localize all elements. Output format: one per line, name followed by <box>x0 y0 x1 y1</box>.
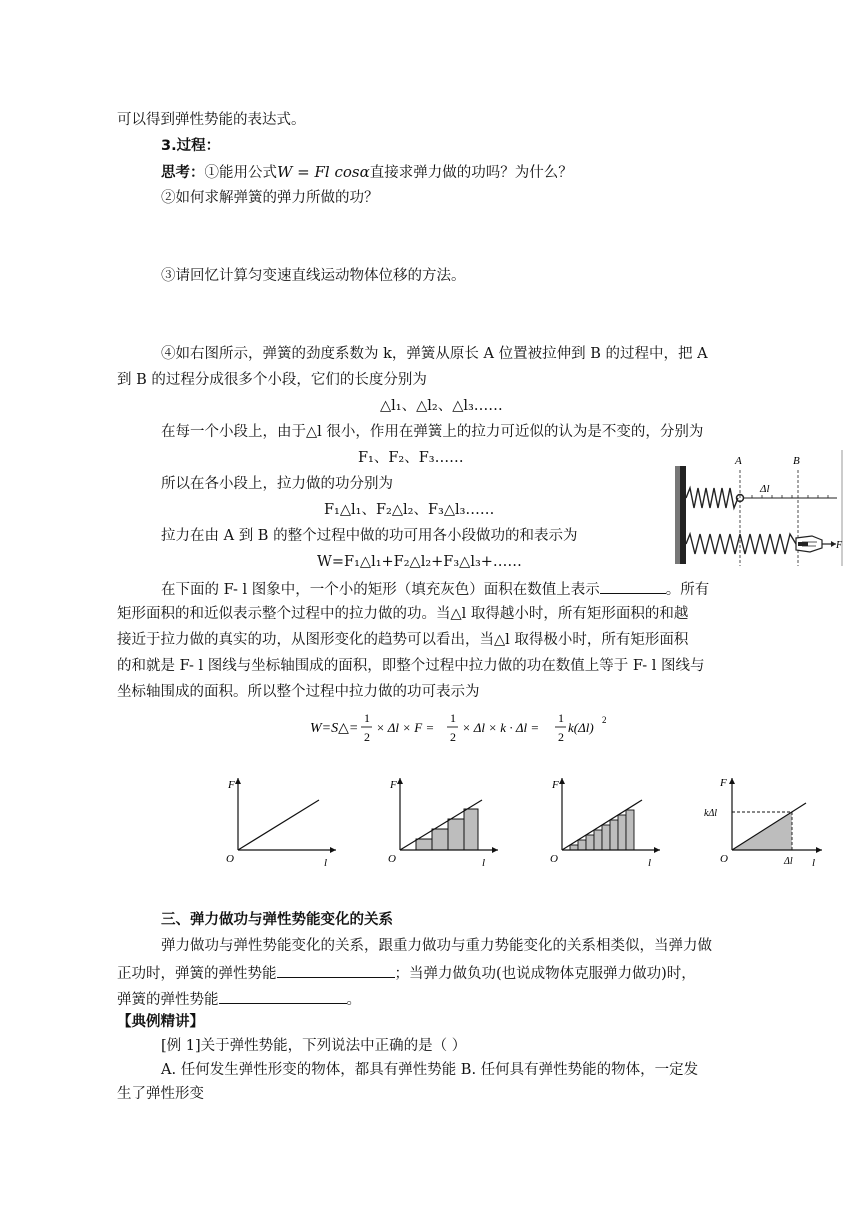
process-heading: 3.过程： <box>161 138 221 154</box>
sum-equation: W=F₁△l₁+F₂△l₂+F₃△l₃+…… <box>317 554 522 570</box>
graph-2-rect <box>448 819 464 850</box>
graph-4-axis-f: F <box>720 777 727 789</box>
eq-frac2-den: 2 <box>450 730 456 744</box>
example-1-options: A. 任何发生弹性形变的物体，都具有弹性势能 B. 任何具有弹性势能的物体，一定发 <box>161 1062 699 1078</box>
line-work: 所以在各小段上，拉力做的功分别为 <box>161 476 393 492</box>
spring-figure <box>672 448 844 570</box>
section-3-line2-a: 正功时，弹簧的弹性势能 <box>117 966 277 982</box>
para-1-b: 。所有 <box>665 582 710 598</box>
eq-square: 2 <box>602 715 607 725</box>
intro-line: 可以得到弹性势能的表达式。 <box>117 112 306 128</box>
section-3-line2-b: ；当弹力做负功(也说成物体克服弹力做功)时， <box>394 966 696 982</box>
graph-2-rect <box>464 809 478 850</box>
section-3-line3 <box>117 988 361 1010</box>
spring-label-a: A <box>735 455 742 467</box>
spring-label-f: F <box>836 540 843 551</box>
eq-term-3: k(Δl) <box>568 720 594 735</box>
graph-2-axis-l: l <box>482 857 486 869</box>
para-5: 坐标轴围成的面积。所以整个过程中拉力做的功可表示为 <box>117 684 480 700</box>
eq-left: W=S△= <box>310 721 359 736</box>
examples-heading: 【典例精讲】 <box>117 1014 204 1030</box>
eq-term-2: × Δl × k · Δl = <box>462 720 540 735</box>
graph-1-axis-l: l <box>324 857 328 869</box>
graph-3-rect <box>618 815 626 850</box>
line-sum: 拉力在由 A 到 B 的整个过程中做的功可用各小段做功的和表示为 <box>161 528 578 544</box>
section-3-line3-b: 。 <box>346 992 361 1008</box>
eq-frac1-num: 1 <box>364 711 370 725</box>
graph-3-rect <box>594 830 602 850</box>
graph-2-axis-f: F <box>390 779 397 791</box>
para-3: 接近于拉力做的真实的功，从图形变化的趋势可以看出，当△l 取得极小时，所有矩形面积 <box>117 632 689 648</box>
question-3: ③请回忆计算匀变速直线运动物体位移的方法。 <box>161 268 466 284</box>
section-3-line2 <box>117 962 696 984</box>
graph-3-rect <box>586 835 594 850</box>
graph-3-axis-f: F <box>552 779 559 791</box>
work-equation <box>310 706 610 750</box>
eq-frac2-num: 1 <box>450 711 456 725</box>
graph-1 <box>224 770 344 870</box>
seq-work: F₁△l₁、F₂△l₂、F₃△l₃…… <box>324 502 495 518</box>
think-label: 思考： <box>161 165 205 181</box>
spring-label-b: B <box>793 455 800 467</box>
graph-1-origin: O <box>226 853 234 865</box>
graph-2-rect <box>432 829 448 850</box>
para-4: 的和就是 F- l 图线与坐标轴围成的面积，即整个过程中拉力做的功在数值上等于 F- l 图线与 <box>117 658 705 674</box>
graph-4-label-kdl: kΔl <box>704 808 718 819</box>
graph-3-axis-l: l <box>648 857 652 869</box>
section-3-line1: 弹力做功与弹性势能变化的关系，跟重力做功与重力势能变化的关系相类似，当弹力做 <box>161 938 712 954</box>
eq-frac3-num: 1 <box>558 711 564 725</box>
graph-4 <box>700 770 830 870</box>
eq-frac1-den: 2 <box>364 730 370 744</box>
seq-force: F₁、F₂、F₃…… <box>358 450 464 466</box>
answer-blank-1[interactable] <box>600 578 666 594</box>
graph-3-rect <box>570 845 578 850</box>
q1-pre: ①能用公式 <box>204 165 277 181</box>
question-2: ②如何求解弹簧的弹力所做的功？ <box>161 190 379 206</box>
spring-label-dl: Δl <box>760 483 770 495</box>
question-1 <box>161 162 573 183</box>
graph-2 <box>386 770 506 870</box>
graph-2-rect <box>416 839 432 850</box>
graph-3-rect <box>578 840 586 850</box>
graph-3-rect <box>610 820 618 850</box>
graph-4-axis-l: l <box>812 857 816 869</box>
para-1 <box>161 578 709 600</box>
answer-blank-3[interactable] <box>219 988 347 1004</box>
section-3-line3-a: 弹簧的弹性势能 <box>117 992 219 1008</box>
graph-3-origin: O <box>550 853 558 865</box>
q1-post: 直接求弹力做的功吗？为什么？ <box>369 165 573 181</box>
q1-formula: W = Fl cosα <box>277 163 370 181</box>
eq-term-1: × Δl × F = <box>376 720 435 735</box>
answer-blank-2[interactable] <box>277 962 395 978</box>
question-4-line1: ④如右图所示，弹簧的劲度系数为 k，弹簧从原长 A 位置被拉伸到 B 的过程中，把 A <box>161 346 708 362</box>
graph-4-origin: O <box>720 853 728 865</box>
graph-2-origin: O <box>388 853 396 865</box>
graph-3 <box>548 770 668 870</box>
line-force: 在每一个小段上，由于△l 很小，作用在弹簧上的拉力可近似的认为是不变的，分别为 <box>161 424 704 440</box>
example-1-question: [例 1]关于弹性势能，下列说法中正确的是（ ） <box>161 1038 467 1054</box>
graph-4-label-dl: Δl <box>784 856 793 867</box>
question-4-line2: 到 B 的过程分成很多个小段，它们的长度分别为 <box>117 372 427 388</box>
graph-3-rect <box>626 810 634 850</box>
para-1-a: 在下面的 F- l 图象中，一个小的矩形（填充灰色）面积在数值上表示 <box>161 582 600 598</box>
section-3-heading: 三、弹力做功与弹性势能变化的关系 <box>161 912 393 928</box>
eq-frac3-den: 2 <box>558 730 564 744</box>
graph-3-rect <box>602 825 610 850</box>
graph-1-axis-f: F <box>228 779 235 791</box>
para-2: 矩形面积的和近似表示整个过程中的拉力做的功。当△l 取得越小时，所有矩形面积的和越 <box>117 606 689 622</box>
seq-delta-l: △l₁、△l₂、△l₃…… <box>380 398 503 414</box>
example-1-continued: 生了弹性形变 <box>117 1086 204 1102</box>
